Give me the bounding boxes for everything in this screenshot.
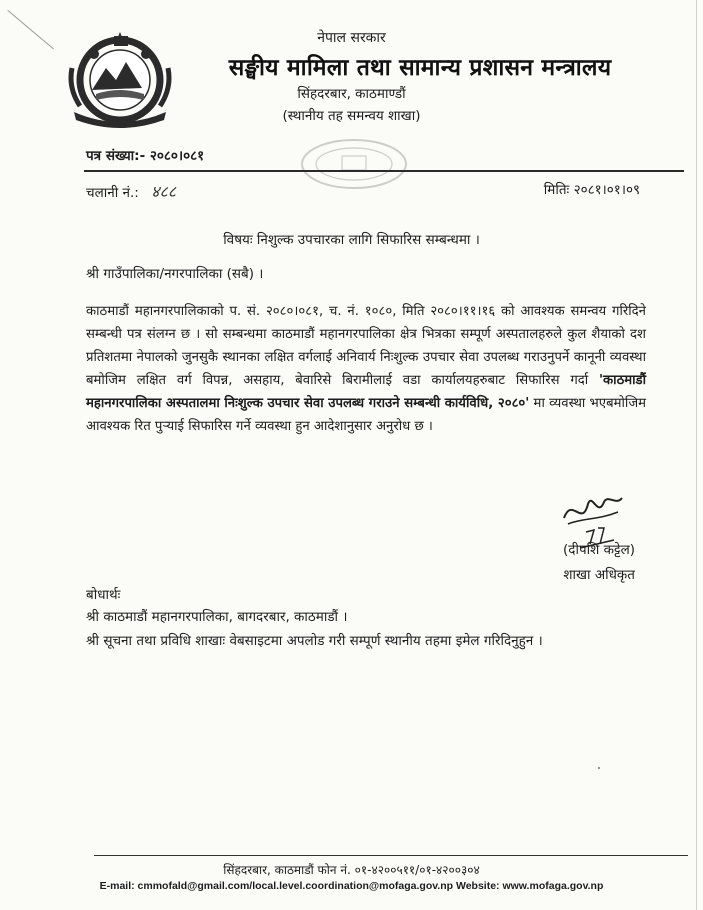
- scan-edge: [696, 0, 697, 910]
- scan-speck: [598, 767, 600, 769]
- letter-number: [86, 146, 204, 164]
- letter-salutation: श्री गाउँपालिका/नगरपालिका (सबै) ।: [86, 266, 264, 282]
- footer-address: सिंहदरबार, काठमाडौं फोन नं. ०१-४२००५११/०१-४२००३०४: [223, 863, 480, 877]
- letter-date: [544, 180, 640, 198]
- signer-name: (दीपशि कट्टेल): [563, 542, 635, 558]
- cc-item: श्री काठमाडौं महानगरपालिका, बागदरबार, काठमाडौं ।: [86, 609, 348, 625]
- date-value: २०८१।०१।०९: [573, 182, 640, 198]
- letter-subject: विषयः निशुल्क उपचारका लागि सिफारिस सम्बन्धमा ।: [223, 232, 480, 248]
- government-name: नेपाल सरकार: [317, 30, 386, 46]
- office-seal-stamp-icon: [298, 136, 410, 192]
- dispatch-number-label: चलानी नं.:: [86, 185, 139, 201]
- ministry-address: सिंहदरबार, काठमाण्डौं: [297, 86, 406, 102]
- body-part-2: मा व्यवस्था भएबमोजिम आवश्यक रित पुऱ्याई सिफारिस गर्ने व्यवस्था हुन आदेशानुसार अनुरोध छ ।: [86, 396, 646, 434]
- dispatch-number-value: ४८८: [151, 182, 177, 201]
- letter-body: [86, 300, 646, 438]
- letter-number-label: पत्र संख्या:-: [86, 148, 146, 164]
- cc-item: श्री सूचना तथा प्रविधि शाखाः वेबसाइटमा अपलोड गरी सम्पूर्ण स्थानीय तहमा इमेल गरिदिनुहुन ।: [86, 633, 543, 649]
- body-part-1: काठमाडौं महानगरपालिकाको प. सं. २०८०।०८१, च. नं. १०८०, मिति २०८०।११।१६ को आवश्यक समन्वय गरिदिने सम्बन्धी पत्र संलग्न छ । सो सम्बन्धमा काठमाडौं महानगरपालिका क्षेत्र भित्रका सम्पूर्ण अस्पतालहरुले कुल शैयाको दश प्रतिशतमा नेपालको जुनसुकै स्थानका लक्षित वर्गलाई अनिवार्य निःशुल्क उपचार सेवा उपलब्ध गराउनुपर्ने कानूनी व्यवस्था बमोजिम लक्षित वर्ग विपन्न, असहाय, बेवारिसे बिरामीलाई वडा कार्यालयहरुबाट सिफारिस गर्दा: [86, 304, 646, 388]
- header-divider: [84, 170, 684, 172]
- branch-name: (स्थानीय तह समन्वय शाखा): [282, 108, 421, 124]
- footer-contact: E-mail: cmmofald@gmail.com/local.level.coordination@mofaga.gov.np Website: www.mofaga.gov.np: [99, 880, 604, 892]
- body-procedure-title: 'काठमाडौं महानगरपालिका अस्पतालमा निःशुल्क उपचार सेवा उपलब्ध गराउने सम्बन्धी कार्यविधि, २०८०': [86, 373, 646, 411]
- cc-label: बोधार्थः: [86, 587, 121, 603]
- date-label: मितिः: [543, 182, 570, 198]
- dispatch-number: [86, 180, 176, 202]
- letter-number-value: २०८०।०८१: [149, 148, 205, 164]
- footer-divider: [94, 855, 688, 856]
- ministry-name: सङ्घीय मामिला तथा सामान्य प्रशासन मन्त्रालय: [228, 55, 612, 81]
- signer-title: शाखा अधिकृत: [563, 567, 635, 583]
